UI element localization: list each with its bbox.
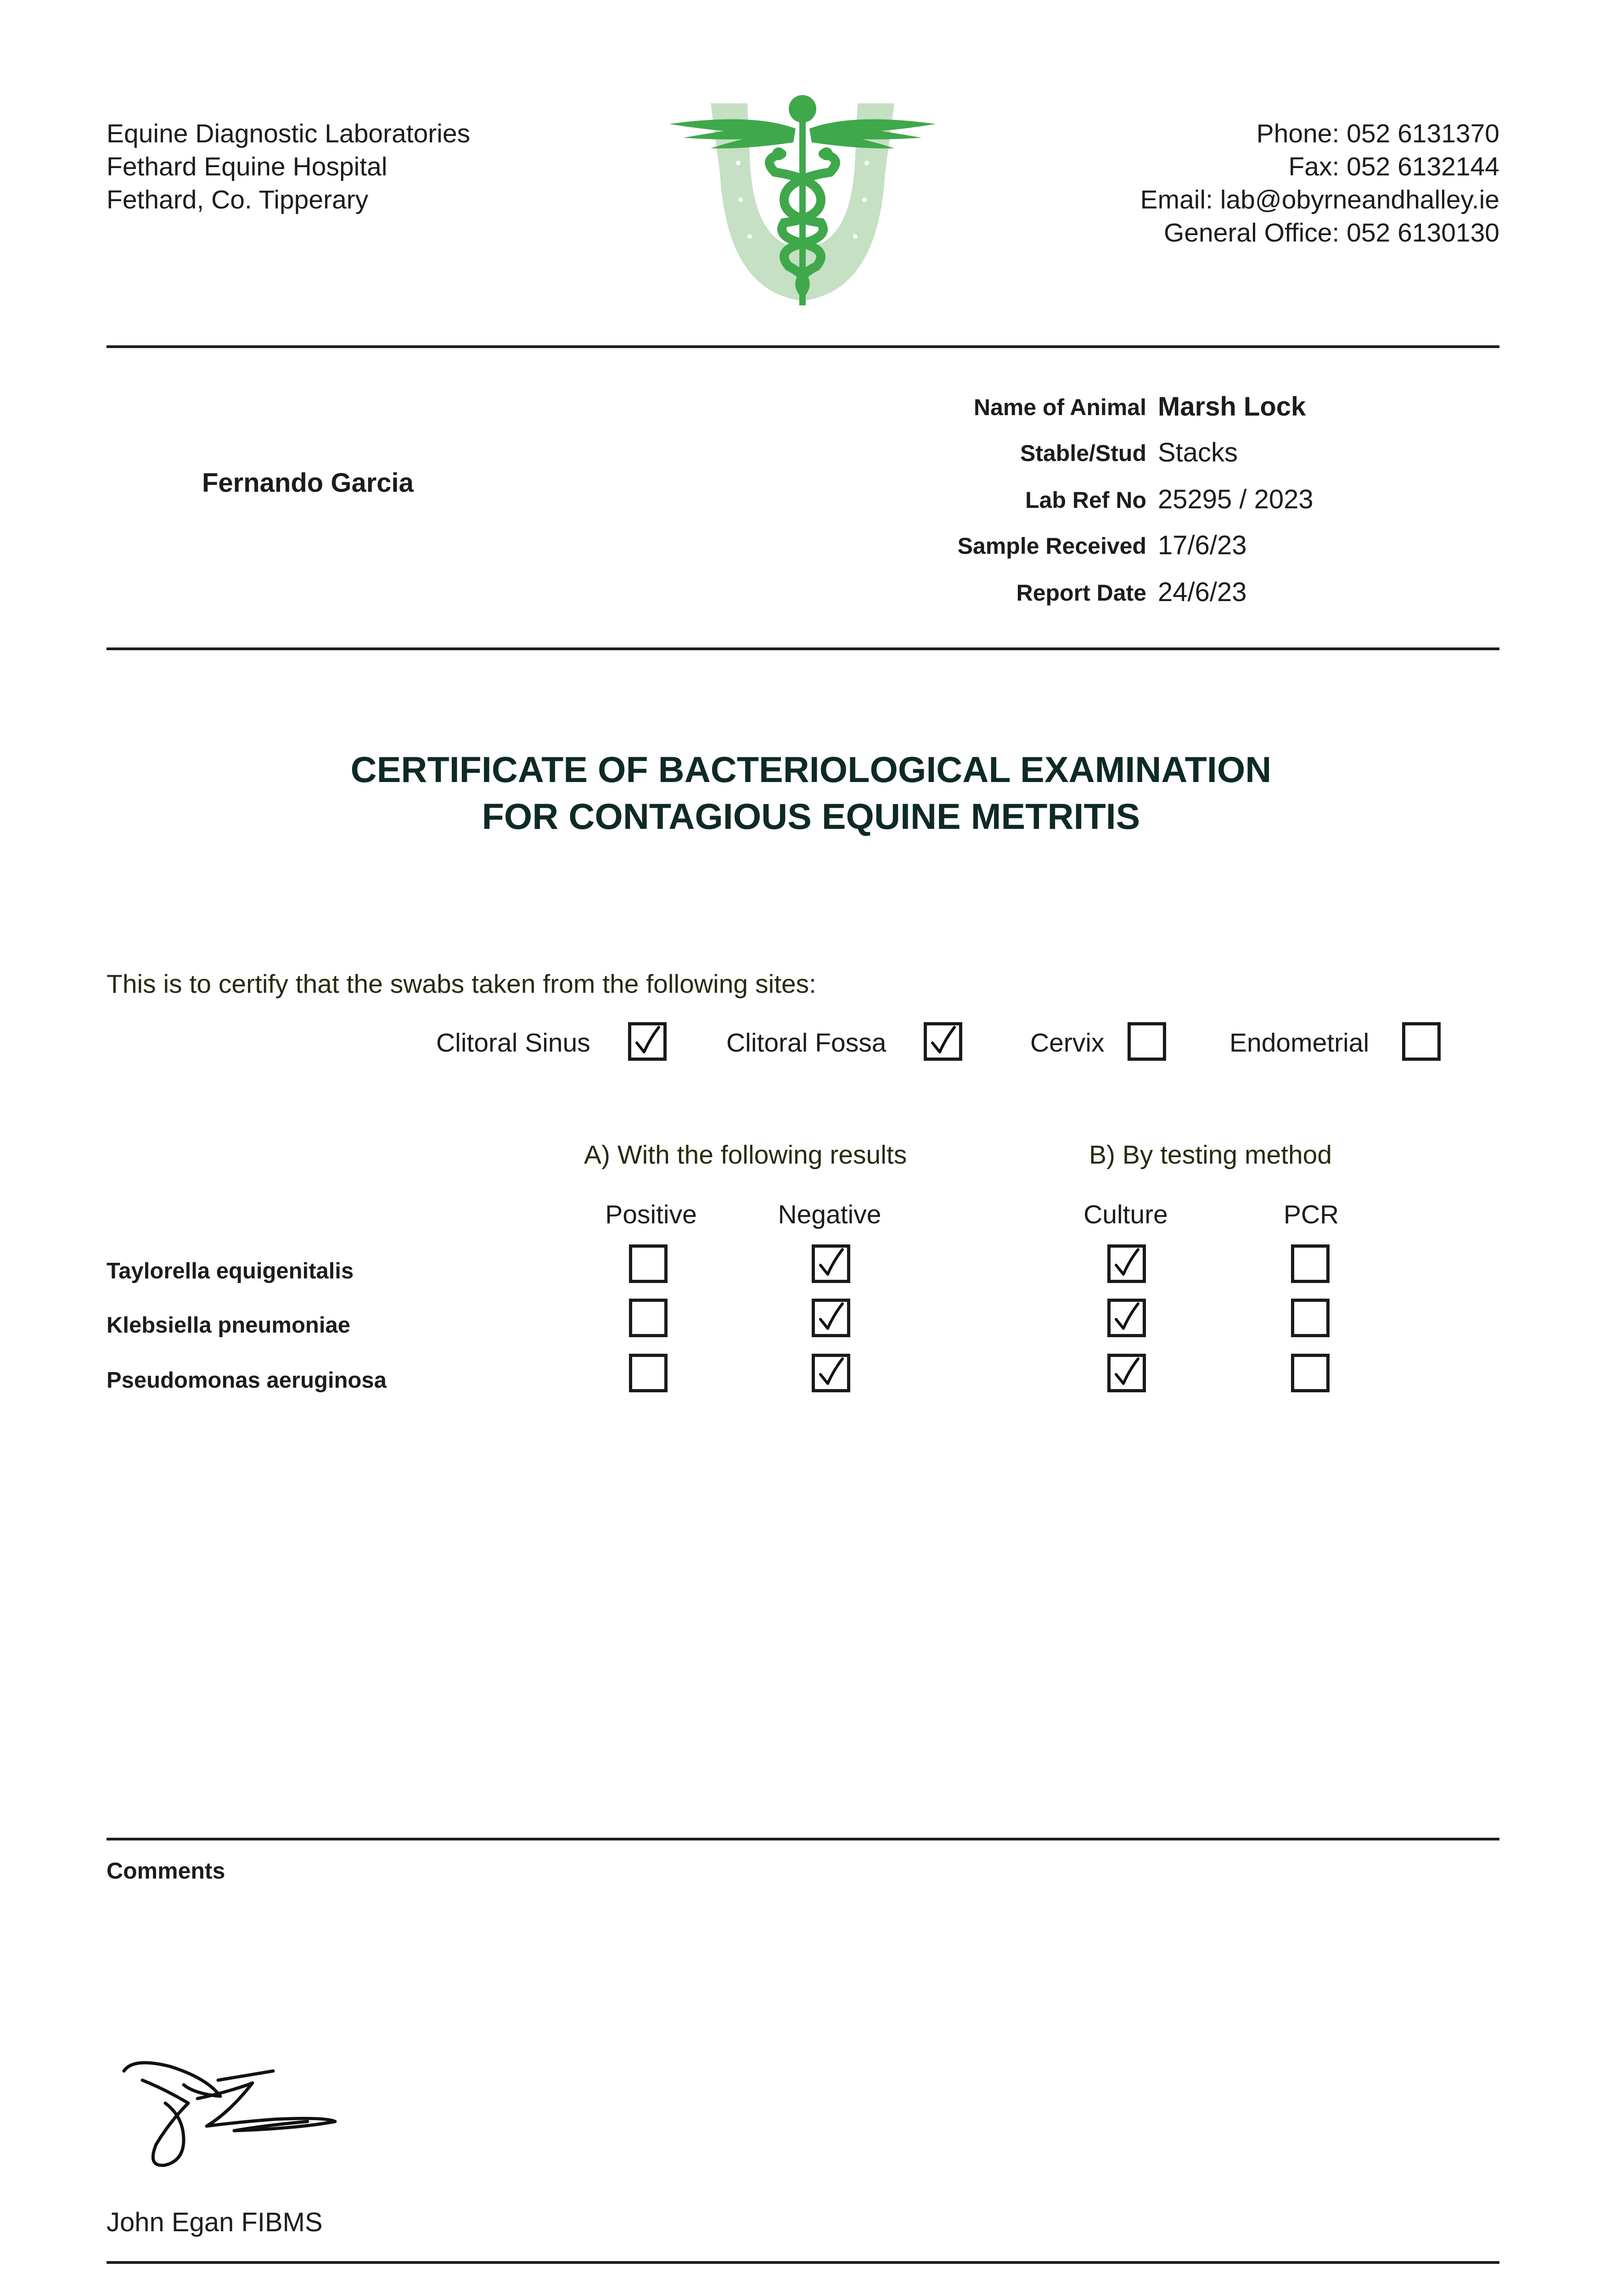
client-name: Fernando Garcia: [202, 468, 414, 498]
result-checkbox: [812, 1299, 850, 1337]
check-mark-icon: [815, 1302, 847, 1334]
result-checkbox: [629, 1354, 668, 1392]
result-checkbox: [1291, 1299, 1330, 1337]
address-line: Equine Diagnostic Laboratories: [107, 119, 471, 148]
organism-name: Pseudomonas aeruginosa: [107, 1368, 387, 1393]
site-checkbox: [628, 1022, 667, 1061]
result-checkbox: [1291, 1354, 1330, 1392]
organism-name: Taylorella equigenitalis: [107, 1259, 354, 1283]
check-mark-icon: [927, 1025, 959, 1058]
contact-email: Email: lab@obyrneandhalley.ie: [1140, 185, 1499, 214]
report-date-value: 24/6/23: [1158, 577, 1247, 607]
contact-fax: Fax: 052 6132144: [1288, 152, 1499, 181]
site-label: Clitoral Fossa: [726, 1028, 887, 1058]
address-line: Fethard Equine Hospital: [107, 152, 387, 181]
contact-phone: Phone: 052 6131370: [1256, 119, 1499, 148]
comments-label: Comments: [107, 1858, 225, 1884]
check-mark-icon: [631, 1025, 663, 1058]
animal-name: Marsh Lock: [1158, 392, 1306, 422]
detail-label: Stable/Stud: [1020, 440, 1146, 466]
stable-value: Stacks: [1158, 438, 1238, 467]
site-label: Endometrial: [1229, 1028, 1369, 1058]
result-checkbox: [629, 1244, 668, 1283]
result-checkbox: [1107, 1354, 1146, 1392]
column-header-pcr: PCR: [1283, 1200, 1339, 1229]
check-mark-icon: [815, 1357, 847, 1389]
divider: [107, 345, 1499, 348]
lab-contact: [1140, 117, 1499, 249]
certify-statement: This is to certify that the swabs taken from the following sites:: [107, 969, 816, 999]
contact-office: General Office: 052 6130130: [1164, 218, 1499, 248]
caduceus-horseshoe-icon: [669, 85, 936, 315]
divider: [107, 647, 1499, 650]
signer-name: John Egan FIBMS: [107, 2207, 323, 2237]
method-section-heading: B) By testing method: [1089, 1140, 1332, 1170]
check-mark-icon: [1111, 1302, 1143, 1334]
results-section-heading: A) With the following results: [584, 1140, 907, 1170]
detail-label: Lab Ref No: [1025, 487, 1146, 513]
column-header-positive: Positive: [605, 1200, 697, 1229]
site-checkbox: [1128, 1022, 1166, 1061]
detail-label: Report Date: [1016, 580, 1146, 606]
check-mark-icon: [815, 1248, 847, 1280]
handwritten-signature-icon: [115, 2053, 344, 2177]
column-header-culture: Culture: [1083, 1200, 1168, 1229]
lab-ref-value: 25295 / 2023: [1158, 484, 1313, 514]
certificate-title: [0, 746, 1622, 840]
site-label: Cervix: [1030, 1028, 1105, 1058]
result-checkbox: [1107, 1299, 1146, 1337]
site-checkbox: [1402, 1022, 1441, 1061]
result-checkbox: [629, 1299, 668, 1337]
detail-label: Name of Animal: [973, 394, 1146, 420]
divider: [107, 1838, 1499, 1840]
result-checkbox: [1107, 1244, 1146, 1283]
result-checkbox: [812, 1244, 850, 1283]
detail-label: Sample Received: [957, 533, 1146, 559]
check-mark-icon: [1111, 1357, 1143, 1389]
title-line: FOR CONTAGIOUS EQUINE METRITIS: [482, 796, 1140, 837]
address-line: Fethard, Co. Tipperary: [107, 185, 369, 214]
organism-name: Klebsiella pneumoniae: [107, 1313, 350, 1338]
column-header-negative: Negative: [778, 1200, 881, 1229]
title-line: CERTIFICATE OF BACTERIOLOGICAL EXAMINATION: [350, 749, 1272, 790]
site-checkbox: [924, 1022, 962, 1061]
result-checkbox: [1291, 1244, 1330, 1283]
check-mark-icon: [1111, 1248, 1143, 1280]
divider: [107, 2261, 1499, 2264]
lab-address: [107, 117, 470, 216]
sample-received-value: 17/6/23: [1158, 530, 1247, 560]
site-label: Clitoral Sinus: [436, 1028, 590, 1058]
result-checkbox: [812, 1354, 850, 1392]
